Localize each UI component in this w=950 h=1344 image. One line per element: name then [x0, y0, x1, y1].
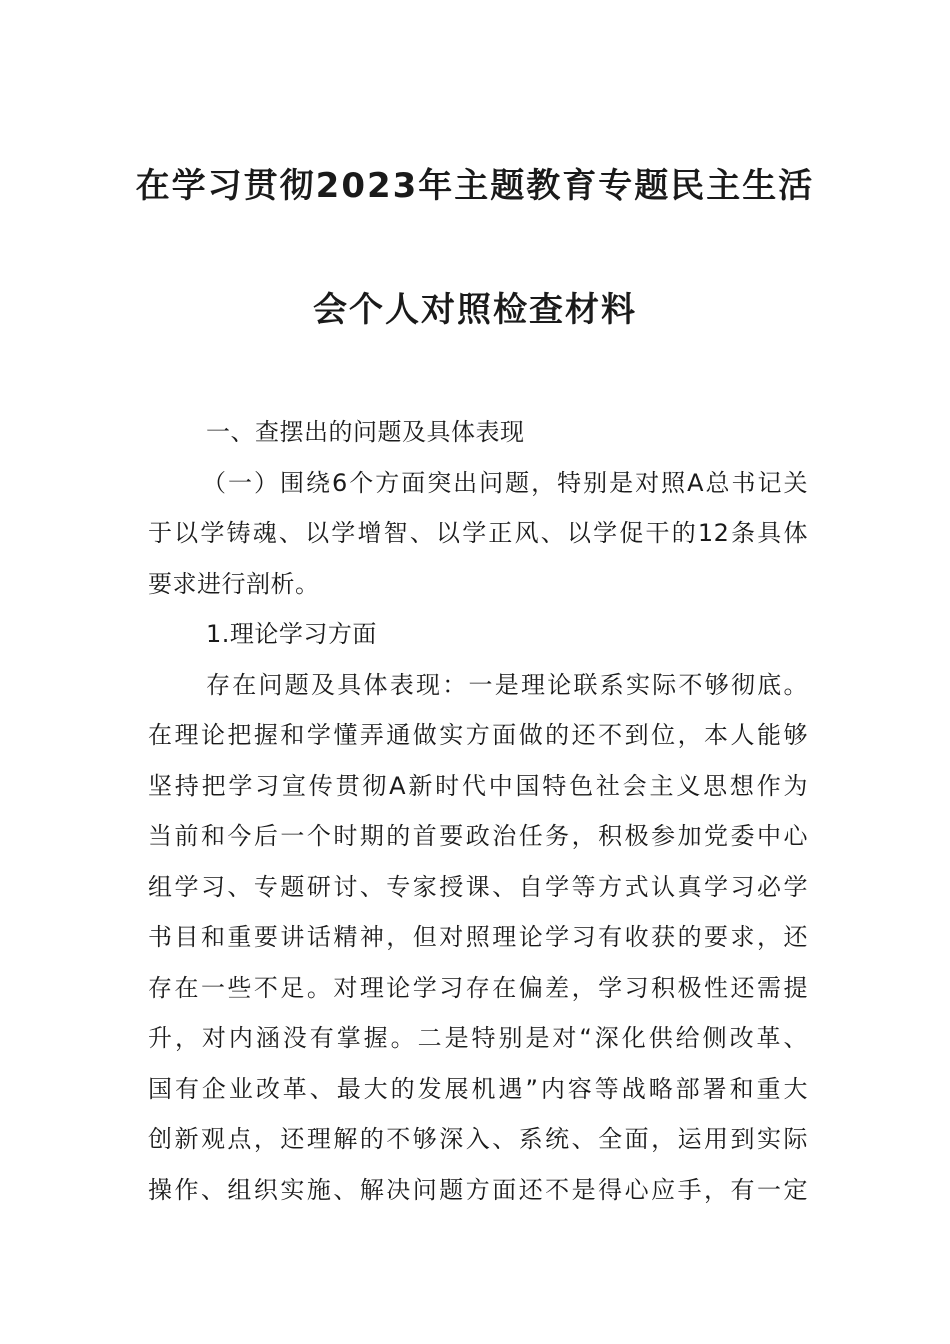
- subsection-heading: 1.理论学习方面: [206, 620, 377, 648]
- paragraph-line: 存在一些不足。对理论学习存在偏差，学习积极性还需提: [148, 973, 808, 1002]
- paragraph-line: 国有企业改革、最大的发展机遇”内容等战略部署和重大: [148, 1074, 808, 1103]
- paragraph-line: 存在问题及具体表现：一是理论联系实际不够彻底。: [206, 670, 808, 699]
- document-title-line-2: 会个人对照检查材料: [313, 290, 637, 330]
- paragraph-line: 在理论把握和学懂弄通做实方面做的还不到位，本人能够: [148, 721, 808, 749]
- document-body: [148, 412, 808, 1220]
- paragraph-line: 当前和今后一个时期的首要政治任务，积极参加党委中心: [148, 822, 808, 850]
- paragraph-line: （一）围绕6个方面突出问题，特别是对照A总书记关: [202, 468, 808, 497]
- paragraph-line: 于以学铸魂、以学增智、以学正风、以学促干的12条具体: [148, 519, 808, 547]
- paragraph-line: 操作、组织实施、解决问题方面还不是得心应手，有一定: [148, 1175, 808, 1204]
- section-heading: 一、查摆出的问题及具体表现: [206, 418, 525, 446]
- paragraph-line: 升，对内涵没有掌握。二是特别是对“深化供给侧改革、: [148, 1024, 808, 1052]
- paragraph-line: 坚持把学习宣传贯彻A新时代中国特色社会主义思想作为: [148, 771, 808, 800]
- paragraph-line: 要求进行剖析。: [148, 569, 320, 598]
- paragraph-line: 书目和重要讲话精神，但对照理论学习有收获的要求，还: [148, 923, 808, 951]
- paragraph-line: 组学习、专题研讨、专家授课、自学等方式认真学习必学: [148, 872, 808, 901]
- document-title-line-1: 在学习贯彻2023年主题教育专题民主生活: [135, 166, 815, 206]
- paragraph-line: 创新观点，还理解的不够深入、系统、全面，运用到实际: [148, 1125, 808, 1153]
